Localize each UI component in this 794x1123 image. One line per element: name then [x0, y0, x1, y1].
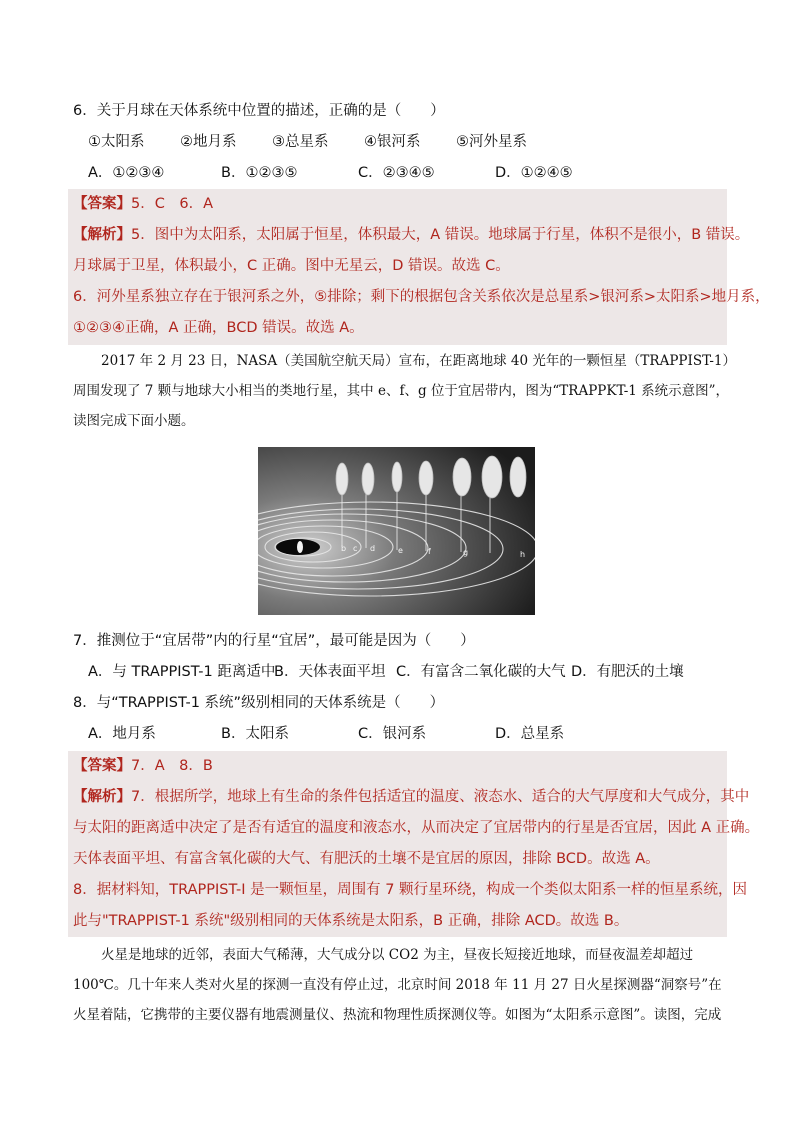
passage-1: 2017 年 2 月 23 日，NASA（美国航空航天局）宣布，在距离地球 40 光年的一颗恒星（TRAPPIST-1）周围发现了 7 颗与地球大小相当的类地行星，其中 e、f、g 位于宜居带内，图为“TRAPPKT-1 系统示意图”，读图完成下面小题。	[73, 353, 730, 429]
answer-band-2	[68, 751, 727, 937]
planet-label-f: f	[428, 547, 431, 556]
question-8-stem: 8．与“TRAPPIST-1 系统”级别相同的天体系统是（ ）	[73, 695, 445, 711]
analysis-1-line-3: 6．河外星系独立存在于银河系之外，⑤排除；剩下的根据包含关系依次是总星系>银河系>太阳系>地月系，	[73, 289, 770, 305]
analysis-2-line-3: 天体表面平坦、有富含氧化碳的大气、有肥沃的土壤不是宜居的原因，排除 BCD。故选 A。	[73, 851, 660, 867]
option-d: D．总星系	[495, 726, 565, 742]
item-4: ④银河系	[364, 134, 421, 150]
planet-label-b: b	[341, 544, 347, 553]
item-5: ⑤河外星系	[456, 134, 527, 150]
item-2: ②地月系	[180, 134, 237, 150]
analysis-2-line-4: 8．据材料知，TRAPPIST-I 是一颗恒星，周围有 7 颗行星环绕，构成一个类似太阳系一样的恒星系统，因	[73, 882, 748, 898]
option-c: C．银河系	[358, 726, 427, 742]
answer-tag: 【答案】	[73, 196, 131, 212]
planet-label-g: g	[463, 548, 469, 557]
answer-tag: 【答案】	[73, 758, 131, 774]
planet-label-c: c	[353, 544, 358, 553]
analysis-tag: 【解析】	[73, 789, 131, 805]
option-a: A．①②③④	[88, 165, 165, 181]
item-3: ③总星系	[272, 134, 329, 150]
question-8-options	[88, 724, 564, 744]
trappist-system-figure	[258, 447, 535, 615]
answer-text: 7．A 8．B	[131, 758, 213, 774]
question-6-stem: 6．关于月球在天体系统中位置的描述，正确的是（ ）	[73, 103, 445, 119]
option-c: C．②③④⑤	[358, 165, 435, 181]
item-1: ①太阳系	[88, 134, 145, 150]
analysis-text: 5．图中为太阳系，太阳属于恒星，体积最大，A 错误。地球属于行星，体积不是很小，B 错误。	[131, 227, 750, 243]
analysis-1-line-2: 月球属于卫星，体积最小，C 正确。图中无星云，D 错误。故选 C。	[73, 258, 510, 274]
analysis-2-line-2: 与太阳的距离适中决定了是否有适宜的温度和液态水，从而决定了宜居带内的行星是否宜居，因此 A 正确。	[73, 820, 760, 836]
question-6-options	[88, 163, 573, 183]
analysis-tag: 【解析】	[73, 227, 131, 243]
option-b: B．①②③⑤	[221, 165, 298, 181]
analysis-1-line-4: ①②③④正确，A 正确，BCD 错误。故选 A。	[73, 320, 364, 336]
question-7-stem: 7．推测位于“宜居带”内的行星“宜居”，最可能是因为（ ）	[73, 633, 475, 649]
trappist-diagram	[258, 447, 535, 615]
option-d: D．①②④⑤	[495, 165, 573, 181]
planet-label-d: d	[370, 544, 376, 553]
option-c: C．有富含二氧化碳的大气	[396, 664, 566, 680]
analysis-2-line-5: 此与"TRAPPIST-1 系统"级别相同的天体系统是太阳系，B 正确，排除 ACD。故选 B。	[73, 913, 629, 929]
option-b: B．太阳系	[221, 726, 289, 742]
option-b: B．天体表面平坦	[274, 664, 386, 680]
planet-label-h: h	[520, 550, 526, 559]
passage-2: 火星是地球的近邻，表面大气稀薄，大气成分以 CO2 为主，昼夜长短接近地球，而昼夜温差却超过 100℃。几十年来人类对火星的探测一直没有停止过，北京时间 2018 年 11 月 27 日火星探测器“洞察号”在火星着陆，它携带的主要仪器有地震测量仪、热流和物理性质探测仪等。如图为“太阳系示意图”。读图，完成	[73, 947, 722, 1023]
option-a: A．地月系	[88, 726, 156, 742]
analysis-text: 7．根据所学，地球上有生命的条件包括适宜的温度、液态水、适合的大气厚度和大气成分，其中	[131, 789, 750, 805]
answer-text: 5．C 6．A	[131, 196, 213, 212]
question-7-options	[88, 662, 684, 682]
planet-label-e: e	[398, 546, 403, 555]
answer-1	[73, 194, 213, 214]
analysis-2-line-1	[73, 787, 749, 807]
question-6-items	[88, 132, 527, 152]
analysis-1-line-1	[73, 225, 749, 245]
option-a: A．与 TRAPPIST-1 距离适中	[88, 664, 276, 680]
option-d: D．有肥沃的土壤	[571, 664, 684, 680]
answer-2	[73, 756, 213, 776]
